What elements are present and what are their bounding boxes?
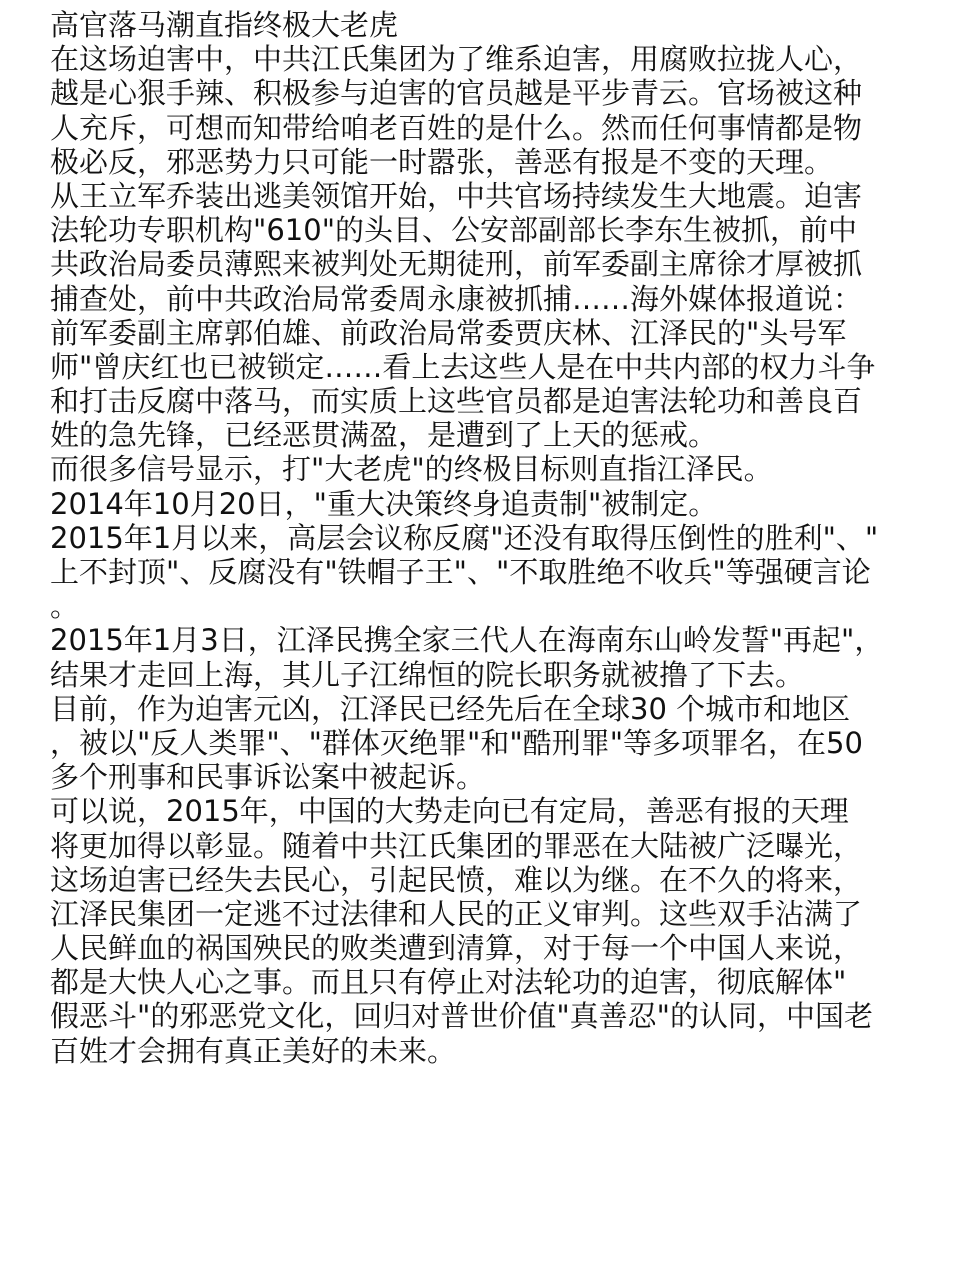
- text-line: 师"曾庆红也已被锁定……看上去这些人是在中共内部的权力斗争: [50, 349, 876, 384]
- text-line: 假恶斗"的邪恶党文化，回归对普世价值"真善忍"的认同，中国老: [50, 999, 874, 1034]
- text-line: 从王立军乔装出逃美领馆开始，中共官场持续发生大地震。迫害: [50, 178, 863, 213]
- text-line: 江泽民集团一定逃不过法律和人民的正义审判。这些双手沾满了: [50, 896, 863, 931]
- text-line: 将更加得以彰显。随着中共江氏集团的罪恶在大陆被广泛曝光，: [50, 828, 863, 863]
- text-line: 共政治局委员薄熙来被判处无期徒刑，前军委副主席徐才厚被抓: [50, 247, 863, 282]
- text-line: 2014年10月20日，"重大决策终身追责制"被制定。: [50, 486, 718, 521]
- text-line: 2015年1月以来，高层会议称反腐"还没有取得压倒性的胜利"、": [50, 520, 879, 555]
- text-line: 姓的急先锋，已经恶贯满盈，是遭到了上天的惩戒。: [50, 418, 718, 453]
- text-line: 百姓才会拥有真正美好的未来。: [50, 1033, 457, 1068]
- text-line: 越是心狠手辣、积极参与迫害的官员越是平步青云。官场被这种: [50, 76, 863, 111]
- text-line: 这场迫害已经失去民心，引起民愤，难以为继。在不久的将来，: [50, 862, 863, 897]
- text-line: 而很多信号显示，打"大老虎"的终极目标则直指江泽民。: [50, 452, 773, 487]
- text-line: 和打击反腐中落马，而实质上这些官员都是迫害法轮功和善良百: [50, 384, 863, 419]
- article: [50, 8, 926, 1068]
- text-line: 多个刑事和民事诉讼案中被起诉。: [50, 760, 486, 795]
- article-title: 高官落马潮直指终极大老虎: [50, 8, 399, 42]
- text-line: 上不封顶"、反腐没有"铁帽子王"、"不取胜绝不收兵"等强硬言论: [50, 555, 871, 589]
- text-line: 捕查处，前中共政治局常委周永康被抓捕……海外媒体报道说：: [50, 281, 863, 316]
- text-line: 可以说，2015年，中国的大势走向已有定局，善恶有报的天理: [50, 794, 849, 829]
- text-line: 在这场迫害中，中共江氏集团为了维系迫害，用腐败拉拢人心，: [50, 42, 863, 77]
- text-line: 人民鲜血的祸国殃民的败类遭到清算，对于每一个中国人来说，: [50, 931, 863, 966]
- text-line: 极必反，邪恶势力只可能一时嚣张，善恶有报是不变的天理。: [50, 144, 834, 179]
- text-line: 。: [50, 589, 80, 624]
- text-line: 结果才走回上海，其儿子江绵恒的院长职务就被撸了下去。: [50, 657, 805, 692]
- text-line: 都是大快人心之事。而且只有停止对法轮功的迫害，彻底解体": [50, 965, 847, 1000]
- text-line: 人充斥，可想而知带给咱老百姓的是什么。然而任何事情都是物: [50, 110, 863, 145]
- text-line: ，被以"反人类罪"、"群体灭绝罪"和"酷刑罪"等多项罪名，在50: [50, 725, 863, 760]
- text-line: 目前，作为迫害元凶，江泽民已经先后在全球30 个城市和地区: [50, 691, 851, 726]
- text-line: 法轮功专职机构"610"的头目、公安部副部长李东生被抓，前中: [50, 213, 858, 248]
- text-line: 2015年1月3日，江泽民携全家三代人在海南东山岭发誓"再起"，: [50, 623, 884, 658]
- text-line: 前军委副主席郭伯雄、前政治局常委贾庆林、江泽民的"头号军: [50, 315, 847, 350]
- article-body: [50, 42, 926, 1068]
